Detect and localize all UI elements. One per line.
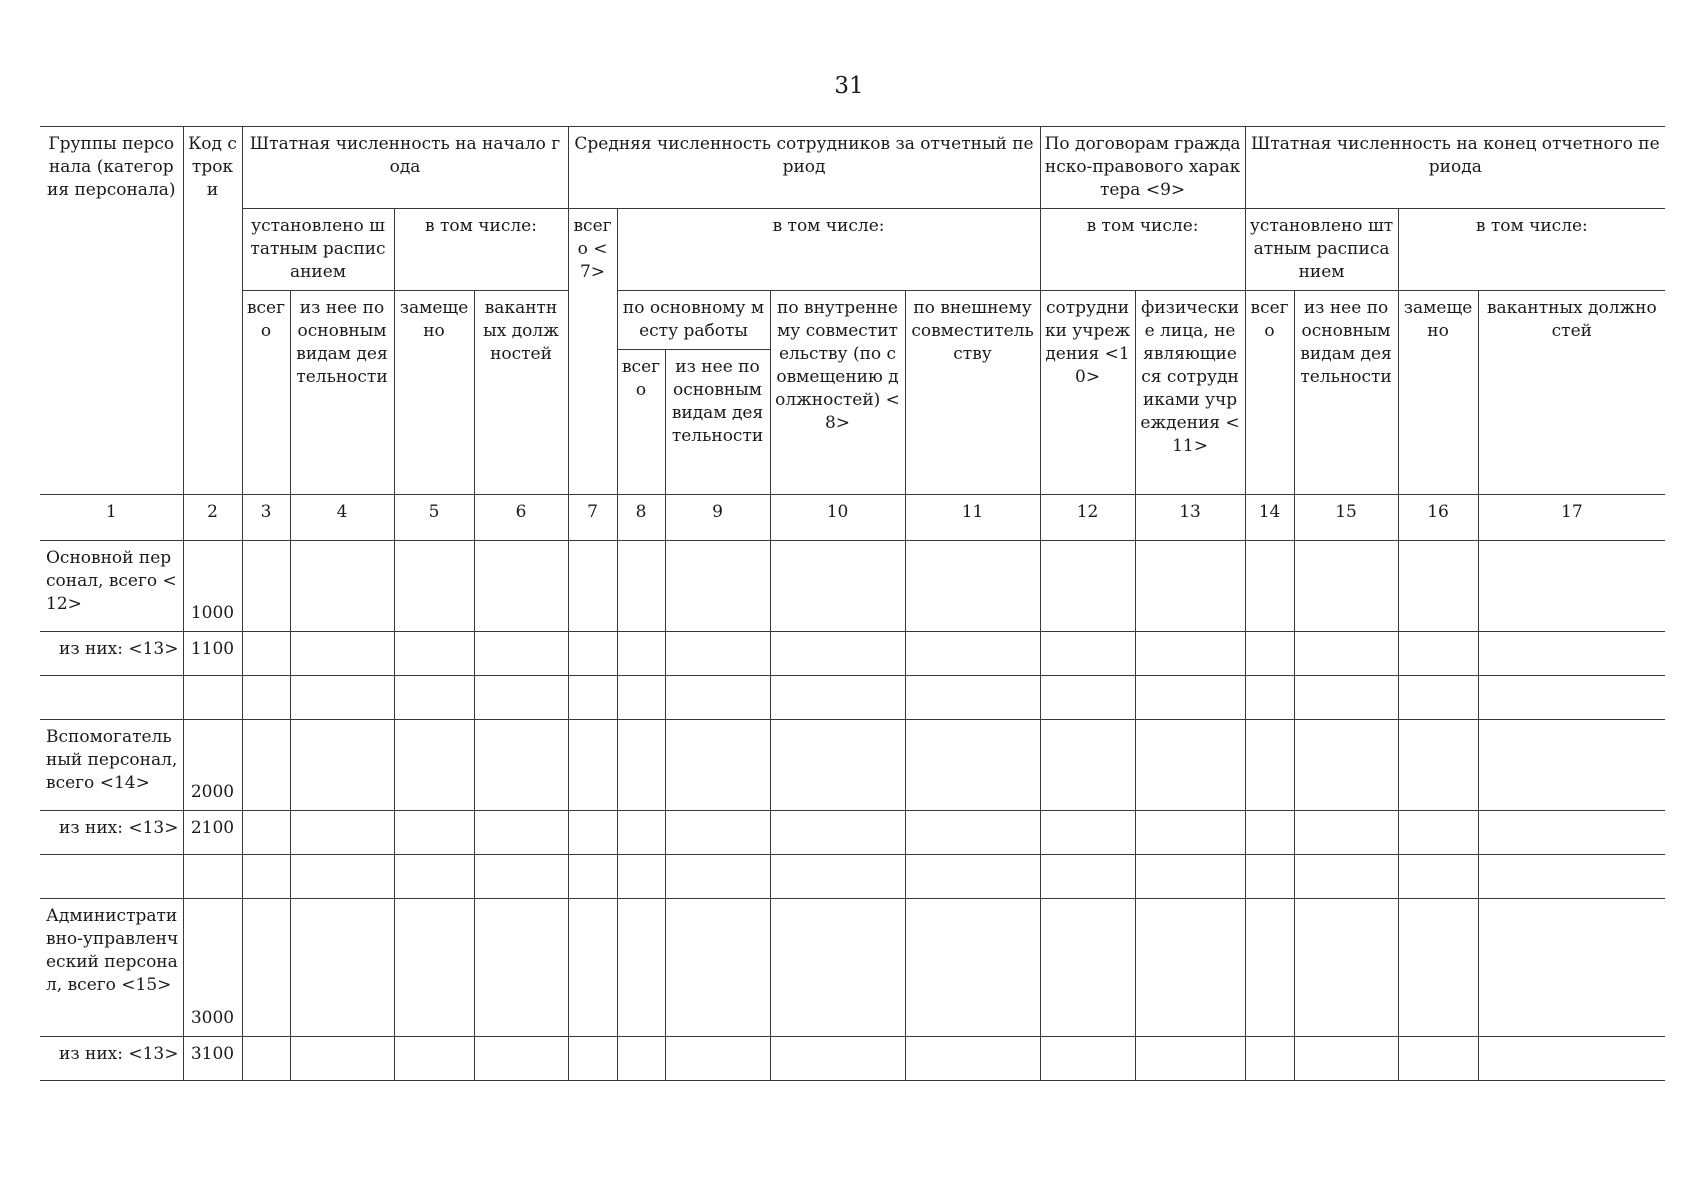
data-cell[interactable] [617,720,665,811]
data-cell[interactable] [568,541,617,632]
data-cell[interactable] [1398,811,1478,855]
data-cell[interactable] [568,1037,617,1081]
data-cell[interactable] [905,720,1040,811]
header-col-10: по внутреннему совместительству (по совмещению должностей) <8> [770,291,905,495]
data-cell[interactable] [1245,720,1294,811]
column-number: 6 [474,495,568,541]
data-cell[interactable] [290,1037,394,1081]
data-cell[interactable] [290,632,394,676]
data-cell[interactable] [770,1037,905,1081]
column-number: 9 [665,495,770,541]
column-number: 7 [568,495,617,541]
row-code: 1000 [183,541,242,632]
column-number: 5 [394,495,474,541]
column-number: 4 [290,495,394,541]
header-avg-total: всего <7> [568,209,617,495]
column-number: 3 [242,495,290,541]
data-cell[interactable] [1398,676,1478,720]
header-group: Группы персонала (категория персонала) [40,127,183,495]
data-cell[interactable] [1135,541,1245,632]
header-average: Средняя численность сотрудников за отчетный период [568,127,1040,209]
column-number: 17 [1478,495,1665,541]
data-cell[interactable] [770,676,905,720]
data-cell[interactable] [394,899,474,1037]
data-cell[interactable] [290,855,394,899]
data-cell[interactable] [905,632,1040,676]
data-cell[interactable] [1294,855,1398,899]
data-cell[interactable] [665,541,770,632]
table-row-admin-staff [40,899,1665,1037]
data-cell[interactable] [1040,1037,1135,1081]
data-cell[interactable] [1398,541,1478,632]
data-cell[interactable] [568,811,617,855]
table-row-admin-staff-sub [40,1037,1665,1081]
data-cell[interactable] [617,855,665,899]
data-cell[interactable] [1245,632,1294,676]
data-cell[interactable] [905,811,1040,855]
data-cell[interactable] [617,811,665,855]
data-cell[interactable] [1478,811,1665,855]
column-number: 1 [40,495,183,541]
column-number: 2 [183,495,242,541]
header-end-period: Штатная численность на конец отчетного периода [1245,127,1665,209]
data-cell[interactable] [665,855,770,899]
data-cell[interactable] [242,632,290,676]
data-cell[interactable] [1040,811,1135,855]
data-cell[interactable] [1398,632,1478,676]
row-code[interactable] [183,676,242,720]
column-number: 10 [770,495,905,541]
data-cell[interactable] [665,1037,770,1081]
data-cell[interactable] [617,676,665,720]
row-label: Основной персонал, всего <12> [40,541,183,632]
data-cell[interactable] [770,720,905,811]
data-cell[interactable] [394,632,474,676]
table-row-support-staff-sub [40,811,1665,855]
header-incl-avg: в том числе: [617,209,1040,291]
data-cell[interactable] [290,541,394,632]
data-cell[interactable] [1478,676,1665,720]
row-code: 3000 [183,899,242,1037]
data-cell[interactable] [1294,811,1398,855]
data-cell[interactable] [905,899,1040,1037]
header-main-place: по основному месту работы [617,291,770,350]
header-contracts: По договорам гражданско-правового характера <9> [1040,127,1245,209]
data-cell[interactable] [242,811,290,855]
header-start-year: Штатная численность на начало года [242,127,568,209]
data-cell[interactable] [1398,1037,1478,1081]
row-code: 3100 [183,1037,242,1081]
data-cell[interactable] [474,676,568,720]
data-cell[interactable] [474,1037,568,1081]
header-col-9: из нее по основным видам деятельности [665,350,770,495]
row-label[interactable] [40,676,183,720]
data-cell[interactable] [1135,855,1245,899]
row-label: из них: <13> [40,811,183,855]
page-number: 31 [834,73,864,99]
data-cell[interactable] [568,676,617,720]
data-cell[interactable] [394,855,474,899]
data-cell[interactable] [1245,811,1294,855]
data-cell[interactable] [665,632,770,676]
data-cell[interactable] [1294,541,1398,632]
data-cell[interactable] [242,855,290,899]
column-number: 11 [905,495,1040,541]
data-cell[interactable] [474,720,568,811]
data-cell[interactable] [568,855,617,899]
data-cell[interactable] [394,676,474,720]
data-cell[interactable] [1135,811,1245,855]
data-cell[interactable] [1245,676,1294,720]
data-cell[interactable] [770,899,905,1037]
data-cell[interactable] [770,811,905,855]
data-cell[interactable] [1245,855,1294,899]
data-cell[interactable] [394,720,474,811]
column-number: 16 [1398,495,1478,541]
row-code: 2000 [183,720,242,811]
data-cell[interactable] [770,541,905,632]
data-cell[interactable] [617,541,665,632]
data-cell[interactable] [665,676,770,720]
data-cell[interactable] [1294,676,1398,720]
data-cell[interactable] [1478,720,1665,811]
data-cell[interactable] [290,720,394,811]
data-cell[interactable] [568,899,617,1037]
data-cell[interactable] [1135,1037,1245,1081]
data-cell[interactable] [474,855,568,899]
data-cell[interactable] [394,1037,474,1081]
header-row-2 [40,209,1665,291]
data-cell[interactable] [290,676,394,720]
column-numbers-row [40,495,1665,541]
header-incl-end: в том числе: [1398,209,1665,291]
header-col-8: всего [617,350,665,495]
data-cell[interactable] [1478,1037,1665,1081]
data-cell[interactable] [474,811,568,855]
column-number: 8 [617,495,665,541]
row-code: 1100 [183,632,242,676]
header-col-6: вакантных должностей [474,291,568,495]
data-cell[interactable] [905,676,1040,720]
data-cell[interactable] [1040,676,1135,720]
data-cell[interactable] [568,632,617,676]
data-cell[interactable] [1478,855,1665,899]
data-cell[interactable] [1398,899,1478,1037]
row-label: из них: <13> [40,1037,183,1081]
table-row-support-staff [40,720,1665,811]
header-row-3 [40,291,1665,350]
data-cell[interactable] [1294,720,1398,811]
header-incl-contracts: в том числе: [1040,209,1245,291]
data-cell[interactable] [242,720,290,811]
column-number: 14 [1245,495,1294,541]
column-number: 13 [1135,495,1245,541]
row-label: из них: <13> [40,632,183,676]
data-cell[interactable] [1040,632,1135,676]
column-number: 12 [1040,495,1135,541]
table-row-main-staff-sub [40,632,1665,676]
data-cell[interactable] [905,541,1040,632]
header-col-11: по внешнему совместительству [905,291,1040,495]
row-code: 2100 [183,811,242,855]
header-row-1 [40,127,1665,209]
data-cell[interactable] [1398,720,1478,811]
header-col-4: из нее по основным видам деятельности [290,291,394,495]
table-row-empty [40,855,1665,899]
data-cell[interactable] [394,811,474,855]
data-cell[interactable] [1294,632,1398,676]
header-col-14: всего [1245,291,1294,495]
header-col-3: всего [242,291,290,495]
data-cell[interactable] [1040,899,1135,1037]
data-cell[interactable] [242,899,290,1037]
data-cell[interactable] [290,811,394,855]
data-cell[interactable] [770,855,905,899]
data-cell[interactable] [242,676,290,720]
table-row-main-staff [40,541,1665,632]
data-cell[interactable] [242,1037,290,1081]
data-cell[interactable] [617,899,665,1037]
header-incl-start: в том числе: [394,209,568,291]
header-col-13: физические лица, не являющиеся сотрудниками учреждения <11> [1135,291,1245,495]
data-cell[interactable] [474,541,568,632]
header-col-15: из нее по основным видам деятельности [1294,291,1398,495]
data-cell[interactable] [1040,720,1135,811]
data-cell[interactable] [665,720,770,811]
header-established-end: установлено штатным расписанием [1245,209,1398,291]
data-cell[interactable] [617,632,665,676]
data-cell[interactable] [242,541,290,632]
data-cell[interactable] [905,855,1040,899]
data-cell[interactable] [770,632,905,676]
data-cell[interactable] [1135,720,1245,811]
data-cell[interactable] [568,720,617,811]
header-col-16: замещено [1398,291,1478,495]
header-col-12: сотрудники учреждения <10> [1040,291,1135,495]
data-cell[interactable] [665,811,770,855]
row-label: Административно-управленческий персонал, всего <15> [40,899,183,1037]
data-cell[interactable] [1294,899,1398,1037]
data-cell[interactable] [1040,855,1135,899]
row-code[interactable] [183,855,242,899]
data-cell[interactable] [1294,1037,1398,1081]
table-row-empty [40,676,1665,720]
header-col-5: замещено [394,291,474,495]
data-cell[interactable] [1245,541,1294,632]
staff-table [40,126,1665,1081]
data-cell[interactable] [617,1037,665,1081]
data-cell[interactable] [1135,899,1245,1037]
data-cell[interactable] [1040,541,1135,632]
data-cell[interactable] [1135,676,1245,720]
data-cell[interactable] [1478,541,1665,632]
header-established-start: установлено штатным расписанием [242,209,394,291]
data-cell[interactable] [1478,632,1665,676]
data-cell[interactable] [665,899,770,1037]
data-cell[interactable] [905,1037,1040,1081]
data-cell[interactable] [1245,899,1294,1037]
header-code: Код строки [183,127,242,495]
data-cell[interactable] [474,899,568,1037]
data-cell[interactable] [1245,1037,1294,1081]
data-cell[interactable] [1398,855,1478,899]
column-number: 15 [1294,495,1398,541]
data-cell[interactable] [474,632,568,676]
data-cell[interactable] [394,541,474,632]
data-cell[interactable] [290,899,394,1037]
data-cell[interactable] [1478,899,1665,1037]
data-cell[interactable] [1135,632,1245,676]
row-label: Вспомогательный персонал, всего <14> [40,720,183,811]
row-label[interactable] [40,855,183,899]
header-col-17: вакантных должностей [1478,291,1665,495]
